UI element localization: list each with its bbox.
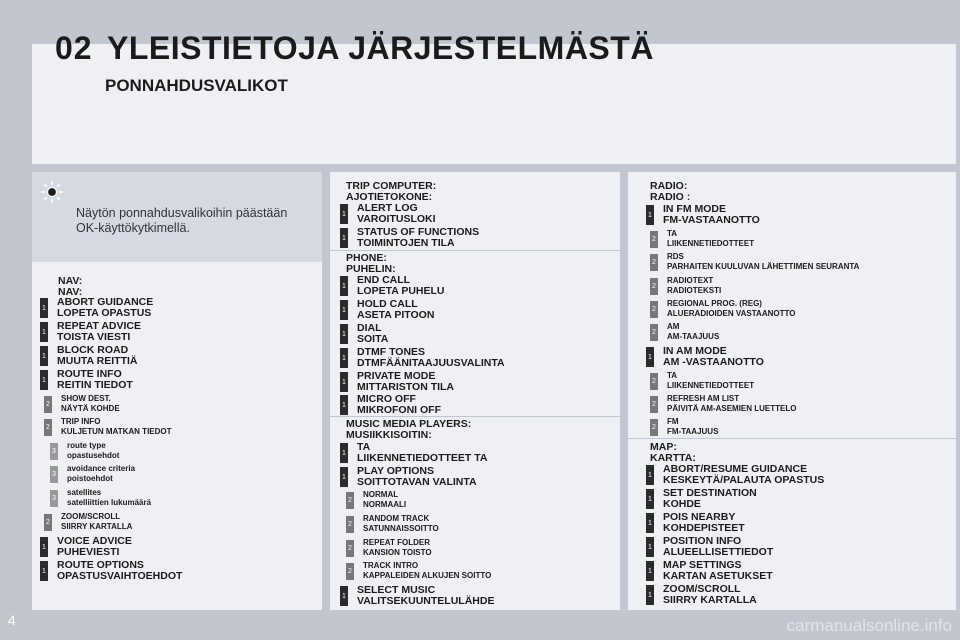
- menu-item-phone: [340, 323, 388, 345]
- level-badge: 1: [646, 205, 654, 225]
- menu-item-phone: [340, 371, 454, 393]
- menu-item-label: REFRESH AM LIST PÄIVITÄ AM-ASEMIEN LUETTELO: [667, 394, 797, 413]
- level-badge: 1: [40, 561, 48, 581]
- menu-item-label: DTMF TONES DTMFÄÄNITAAJUUSVALINTA: [357, 346, 505, 369]
- menu-item-label: SELECT MUSIC VALITSEKUUNTELULÄHDE: [357, 584, 495, 607]
- menu-item-radio: [650, 229, 754, 249]
- menu-item-label: TA LIIKENNETIEDOTTEET TA: [357, 441, 488, 464]
- level-badge: 1: [40, 322, 48, 342]
- menu-item-label: TRACK INTRO KAPPALEIDEN ALKUJEN SOITTO: [363, 561, 492, 580]
- level-badge: 2: [346, 563, 354, 580]
- menu-item-label: FM FM-TAAJUUS: [667, 417, 719, 436]
- menu-item-label: TA LIIKENNETIEDOTTEET: [667, 371, 755, 390]
- menu-item-label: RADIOTEXT RADIOTEKSTI: [667, 276, 722, 295]
- menu-item-music: [340, 466, 477, 488]
- menu-item-label: ABORT GUIDANCE LOPETA OPASTUS: [57, 296, 154, 319]
- level-badge: 1: [340, 586, 348, 606]
- menu-item-nav: [40, 345, 138, 367]
- menu-item-label: route type opastusehdot: [67, 441, 120, 460]
- level-badge: 1: [340, 395, 348, 415]
- menu-item-label: POIS NEARBY KOHDEPISTEET: [663, 511, 745, 534]
- level-badge: 1: [40, 298, 48, 318]
- menu-item-label: HOLD CALL ASETA PITOON: [357, 298, 435, 321]
- menu-item-label: NORMAL NORMAALI: [363, 490, 407, 509]
- menu-item-label: TRIP INFO KULJETUN MATKAN TIEDOT: [61, 417, 172, 436]
- level-badge: 2: [44, 514, 52, 531]
- menu-item-nav: [50, 464, 135, 484]
- tip-text: Näytön ponnahdusvalikoihin päästään OK-käyttökytkimellä.: [76, 206, 288, 235]
- menu-item-map: [646, 560, 773, 582]
- level-badge: 1: [40, 370, 48, 390]
- divider: [330, 416, 620, 417]
- menu-item-label: SHOW DEST. NÄYTÄ KOHDE: [61, 394, 120, 413]
- level-badge: 1: [340, 324, 348, 344]
- tip-sun-icon: [40, 180, 64, 204]
- menu-item-label: ROUTE INFO REITIN TIEDOT: [57, 368, 133, 391]
- menu-item-label: REPEAT ADVICE TOISTA VIESTI: [57, 320, 142, 343]
- level-badge: 1: [340, 300, 348, 320]
- level-badge: 1: [646, 513, 654, 533]
- menu-item-label: END CALL LOPETA PUHELU: [357, 274, 445, 297]
- level-badge: 1: [340, 276, 348, 296]
- menu-item-music: [346, 561, 491, 581]
- panel-trip-phone-music: [330, 172, 620, 610]
- level-badge: 1: [646, 347, 654, 367]
- menu-item-map: [646, 584, 757, 606]
- menu-item-music: [346, 490, 406, 510]
- menu-item-label: RANDOM TRACK SATUNNAISSOITTO: [363, 514, 439, 533]
- menu-item-label: ABORT/RESUME GUIDANCE KESKEYTÄ/PALAUTA OPASTUS: [663, 463, 825, 486]
- menu-item-nav: [40, 369, 133, 391]
- menu-item-radio: [646, 346, 764, 368]
- menu-item-label: IN FM MODE FM-VASTAANOTTO: [663, 203, 760, 226]
- level-badge: 1: [340, 467, 348, 487]
- menu-item-label: ZOOM/SCROLL SIIRRY KARTALLA: [61, 512, 133, 531]
- menu-item-map: [646, 488, 757, 510]
- menu-item-label: PRIVATE MODE MITTARISTON TILA: [357, 370, 455, 393]
- level-badge: 1: [646, 489, 654, 509]
- level-badge: 2: [650, 231, 658, 248]
- level-badge: 1: [340, 228, 348, 248]
- menu-item-radio: [650, 394, 796, 414]
- menu-item-label: REPEAT FOLDER KANSION TOISTO: [363, 538, 432, 557]
- level-badge: 1: [340, 372, 348, 392]
- menu-item-nav: [44, 512, 132, 532]
- menu-item-nav: [40, 560, 182, 582]
- menu-item-label: satellites satelliittien lukumäärä: [67, 488, 152, 507]
- menu-item-label: DIAL SOITA: [357, 322, 389, 345]
- divider: [330, 250, 620, 251]
- level-badge: 1: [646, 537, 654, 557]
- menu-item-label: RDS PARHAITEN KUULUVAN LÄHETTIMEN SEURANTA: [667, 252, 860, 271]
- menu-item-label: avoidance criteria poistoehdot: [67, 464, 136, 483]
- menu-item-nav: [40, 321, 141, 343]
- menu-item-label: POSITION INFO ALUEELLISETTIEDOT: [663, 535, 774, 558]
- level-badge: 2: [650, 396, 658, 413]
- menu-item-nav: [50, 488, 151, 508]
- level-badge: 2: [650, 278, 658, 295]
- menu-item-radio: [646, 204, 760, 226]
- level-badge: 1: [40, 537, 48, 557]
- menu-item-music: [346, 538, 432, 558]
- divider: [628, 438, 956, 439]
- menu-item-label: ROUTE OPTIONS OPASTUSVAIHTOEHDOT: [57, 559, 183, 582]
- menu-item-phone: [340, 275, 445, 297]
- page-subtitle: PONNAHDUSVALIKOT: [105, 76, 288, 95]
- menu-item-radio: [650, 371, 754, 391]
- menu-item-radio: [650, 276, 721, 296]
- menu-item-nav: [50, 441, 119, 461]
- level-badge: 1: [340, 443, 348, 463]
- level-badge: 2: [346, 516, 354, 533]
- menu-item-label: PLAY OPTIONS SOITTOTAVAN VALINTA: [357, 465, 477, 488]
- level-badge: 3: [50, 490, 58, 507]
- level-badge: 2: [44, 396, 52, 413]
- panel-nav: [32, 172, 322, 610]
- level-badge: 3: [50, 466, 58, 483]
- page-number: 4: [8, 612, 16, 628]
- level-badge: 1: [340, 204, 348, 224]
- level-badge: 2: [650, 301, 658, 318]
- menu-item-label: BLOCK ROAD MUUTA REITTIÄ: [57, 344, 138, 367]
- menu-item-label: ZOOM/SCROLL SIIRRY KARTALLA: [663, 583, 757, 606]
- phone-header: PHONE: PUHELIN:: [346, 252, 396, 275]
- music-header: MUSIC MEDIA PLAYERS: MUSIIKKISOITIN:: [346, 418, 472, 441]
- tip-box: [32, 172, 322, 262]
- menu-item-phone: [340, 394, 441, 416]
- level-badge: 1: [646, 465, 654, 485]
- menu-item-music: [340, 442, 487, 464]
- menu-item-radio: [650, 322, 719, 342]
- menu-item-map: [646, 536, 773, 558]
- menu-item-nav: [40, 536, 132, 558]
- level-badge: 2: [346, 540, 354, 557]
- menu-item-radio: [650, 252, 859, 272]
- menu-item-label: AM AM-TAAJUUS: [667, 322, 720, 341]
- menu-item-phone: [340, 299, 434, 321]
- menu-item-radio: [650, 417, 718, 437]
- chapter-number: 02: [55, 30, 93, 66]
- menu-item-map: [646, 512, 745, 534]
- menu-item-label: IN AM MODE AM -VASTAANOTTO: [663, 345, 764, 368]
- menu-item-label: SET DESTINATION KOHDE: [663, 487, 757, 510]
- menu-item-label: MAP SETTINGS KARTAN ASETUKSET: [663, 559, 773, 582]
- level-badge: 2: [650, 373, 658, 390]
- level-badge: 2: [650, 254, 658, 271]
- level-badge: 3: [50, 443, 58, 460]
- menu-item-music: [346, 514, 439, 534]
- menu-item-phone: [340, 347, 505, 369]
- menu-item-trip: [340, 203, 436, 225]
- level-badge: 2: [346, 492, 354, 509]
- menu-item-label: TA LIIKENNETIEDOTTEET: [667, 229, 755, 248]
- trip-header: TRIP COMPUTER: AJOTIETOKONE:: [346, 180, 437, 203]
- panel-radio-map: [628, 172, 956, 610]
- menu-item-radio: [650, 299, 795, 319]
- page-title: YLEISTIETOJA JÄRJESTELMÄSTÄ: [107, 30, 654, 66]
- level-badge: 1: [646, 561, 654, 581]
- menu-item-trip: [340, 227, 479, 249]
- menu-item-label: VOICE ADVICE PUHEVIESTI: [57, 535, 132, 558]
- level-badge: 1: [340, 348, 348, 368]
- level-badge: 2: [44, 419, 52, 436]
- menu-item-label: STATUS OF FUNCTIONS TOIMINTOJEN TILA: [357, 226, 480, 249]
- level-badge: 2: [650, 324, 658, 341]
- level-badge: 2: [650, 419, 658, 436]
- menu-item-nav: [44, 417, 172, 437]
- nav-header: NAV: NAV:: [58, 275, 83, 298]
- menu-item-nav: [40, 297, 153, 319]
- radio-header: RADIO: RADIO :: [650, 180, 691, 203]
- level-badge: 1: [646, 585, 654, 605]
- menu-item-label: REGIONAL PROG. (REG) ALUERADIOIDEN VASTAANOTTO: [667, 299, 796, 318]
- menu-item-label: ALERT LOG VAROITUSLOKI: [357, 202, 436, 225]
- level-badge: 1: [40, 346, 48, 366]
- menu-item-label: MICRO OFF MIKROFONI OFF: [357, 393, 441, 416]
- map-header: MAP: KARTTA:: [650, 441, 696, 464]
- menu-item-map: [646, 464, 824, 486]
- menu-item-nav: [44, 394, 120, 414]
- menu-item-music: [340, 585, 494, 607]
- watermark: carmanualsonline.info: [786, 616, 952, 635]
